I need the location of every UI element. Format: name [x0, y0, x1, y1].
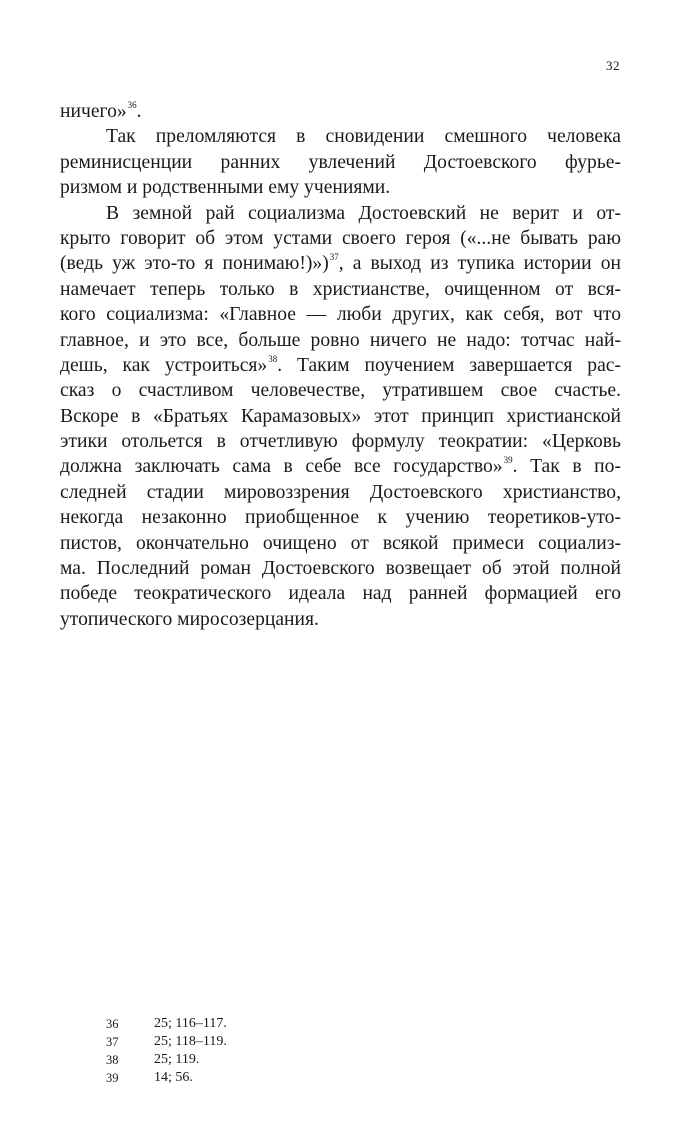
- footnote-ref: 36: [127, 100, 137, 110]
- footnote: [106, 1015, 227, 1033]
- text-segment: некогда незаконно приобщенное к учению теоретиков-уто-: [60, 507, 621, 529]
- text-line: [60, 328, 621, 353]
- text-segment: ма. Последний роман Достоевского возвещает об этой полной: [60, 558, 621, 580]
- footnote-text: 25; 116–117.: [154, 1016, 227, 1031]
- footnote: [106, 1069, 227, 1087]
- text-segment: этики отольется в отчетливую формулу теократии: «Церковь: [60, 431, 621, 453]
- text-segment: кого социализма: «Главное — люби других, как себя, вот что: [60, 304, 621, 326]
- text-line: [60, 556, 621, 581]
- text-segment: намечает теперь только в христианстве, очищенном от вся-: [60, 278, 621, 300]
- footnote: [106, 1051, 227, 1069]
- text-segment: сказ о счастливом человечестве, утратившем свое счастье.: [60, 380, 621, 402]
- text-line: [60, 150, 621, 175]
- text-line: [60, 251, 621, 276]
- text-line: [60, 607, 621, 632]
- text-line: [60, 353, 621, 378]
- footnote-number: 38: [106, 1053, 119, 1067]
- text-line: [60, 480, 621, 505]
- text-line: [60, 124, 621, 149]
- text-segment: Вскоре в «Братьях Карамазовых» этот принцип христианской: [60, 405, 621, 427]
- text-line: [60, 429, 621, 454]
- footnote-number: 36: [106, 1017, 119, 1031]
- text-segment: главное, и это все, больше ровно ничего не надо: тотчас най-: [60, 329, 621, 351]
- text-segment: следней стадии мировоззрения Достоевского христианство,: [60, 481, 621, 503]
- text-line: [60, 302, 621, 327]
- text-segment: крыто говорит об этом устами своего героя («...не бывать раю: [60, 227, 621, 249]
- text-line: [60, 505, 621, 530]
- footnote-ref: 38: [268, 353, 278, 364]
- text-segment: реминисценции ранних увлечений Достоевского фурье-: [60, 151, 621, 173]
- text-segment: пистов, окончательно очищено от всякой примеси социализ-: [60, 532, 621, 554]
- footnote-ref: 37: [329, 252, 339, 263]
- text-segment: дешь, как устроиться»: [60, 354, 268, 376]
- text-line: [60, 404, 621, 429]
- text-segment: .: [136, 101, 142, 122]
- text-line: [60, 531, 621, 556]
- text-segment: ничего»: [60, 101, 127, 122]
- text-segment: Так преломляются в сновидении смешного человека: [106, 126, 621, 148]
- text-line: [60, 99, 621, 124]
- text-line: [60, 226, 621, 251]
- text-segment: ризмом и родственными ему учениями.: [60, 177, 391, 199]
- footnote-text: 14; 56.: [154, 1070, 193, 1085]
- text-segment: (ведь уж это-то я понимаю!)»): [60, 253, 329, 275]
- text-line: [60, 581, 621, 606]
- footnote-text: 25; 119.: [154, 1052, 200, 1067]
- body-text: [60, 99, 621, 632]
- text-line: [60, 454, 621, 479]
- text-line: [60, 378, 621, 403]
- text-line: [60, 277, 621, 302]
- footnote-number: 39: [106, 1071, 119, 1085]
- footnote-text: 25; 118–119.: [154, 1034, 227, 1049]
- text-segment: , а выход из тупика истории он: [338, 253, 621, 275]
- text-segment: . Таким поучением завершается рас-: [277, 354, 621, 376]
- text-segment: должна заключать сама в себе все государство»: [60, 456, 503, 478]
- footnote: [106, 1033, 227, 1051]
- footnote-ref: 39: [503, 455, 513, 466]
- footnote-number: 37: [106, 1035, 119, 1049]
- text-segment: утопического миросозерцания.: [60, 608, 319, 630]
- footnotes: [106, 1015, 227, 1087]
- page-number: 32: [606, 58, 620, 73]
- text-line: [60, 201, 621, 226]
- text-line: [60, 175, 621, 200]
- text-segment: . Так в по-: [512, 456, 621, 478]
- text-segment: В земной рай социализма Достоевский не верит и от-: [106, 202, 621, 224]
- text-segment: победе теократического идеала над ранней формацией его: [60, 583, 621, 605]
